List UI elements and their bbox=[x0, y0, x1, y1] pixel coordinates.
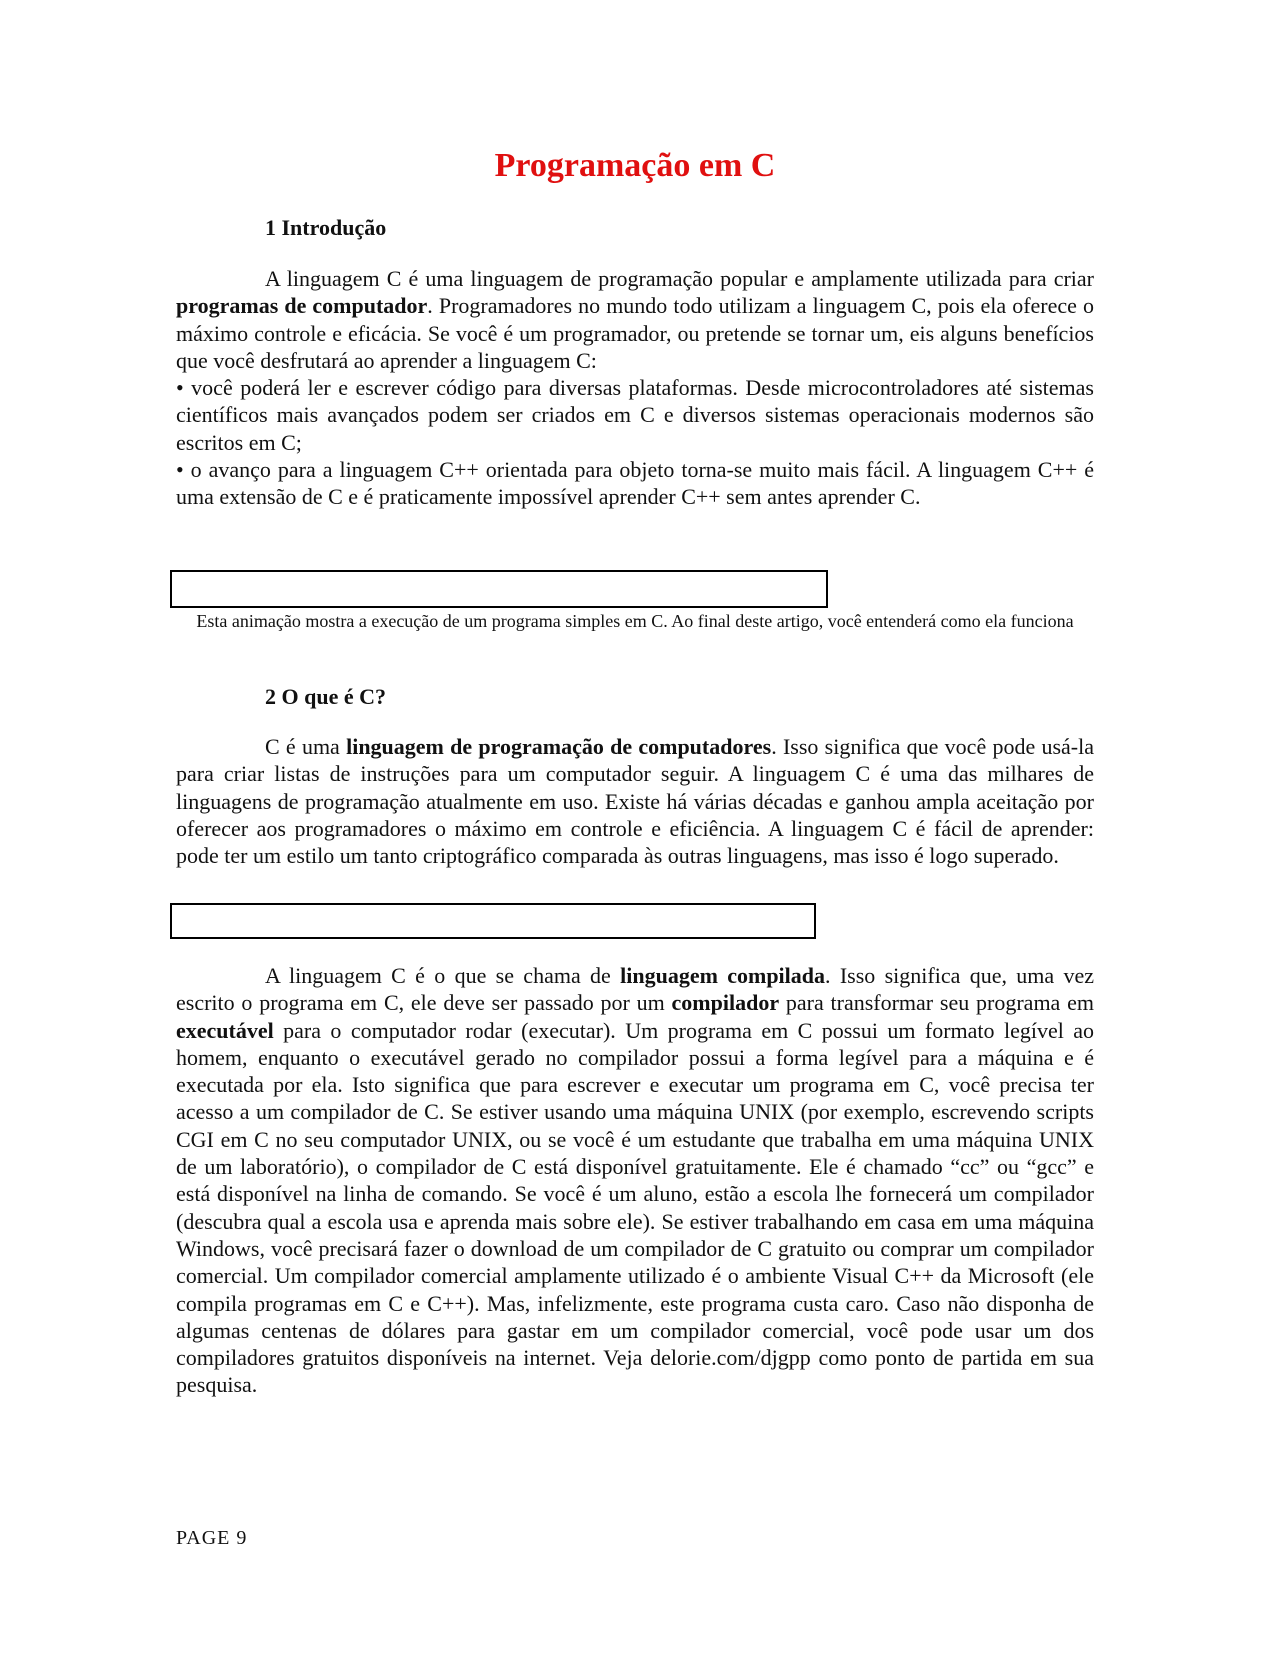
what-is-c-bold-term: linguagem de programação de computadores bbox=[346, 734, 772, 759]
compiler-bold-term: compilador bbox=[671, 990, 780, 1016]
what-is-c-paragraph bbox=[176, 733, 1094, 869]
intro-text-block bbox=[176, 265, 1094, 511]
image-frame bbox=[170, 903, 816, 939]
compiled-text-e: para transformar seu programa em bbox=[779, 990, 1094, 1016]
compiled-text-g: para o computador rodar (executar). Um programa em C possui um formato legível ao homem, enquanto o executável gerado no compilador possui a forma legível para a máquina e é executada por ela. Isto significa que para escrever e executar um programa em C, você precisa ter acesso a um compilador de C. Se estiver usando uma máquina UNIX (por exemplo, escrevendo scripts CGI em C no seu computador UNIX, ou se você é um estudante que trabalha em uma máquina UNIX de um laboratório), o compilador de C está disponível gratuitamente. Ele é chamado “cc” ou “gcc” e está disponível na linha de comando. Se você é um aluno, estão a escola lhe fornecerá um compilador (descubra qual a escola usa e aprenda mais sobre ele). Se estiver trabalhando em casa em uma máquina Windows, você precisará fazer o download de um compilador de C gratuito ou comprar um compilador comercial. Um compilador comercial amplamente utilizado é o ambiente Visual C++ da Microsoft (ele compila programas em C e C++). Mas, infelizmente, este programa custa caro. Caso não disponha de algumas centenas de dólares para gastar em um compilador comercial, você pode usar um dos compiladores gratuitos disponíveis na internet. Veja delorie.com/djgpp como ponto de partida em sua pesquisa. bbox=[176, 1017, 1094, 1398]
compiled-language-paragraph bbox=[176, 962, 1094, 1399]
page-label: PAGE bbox=[176, 1527, 231, 1549]
figure-caption: Esta animação mostra a execução de um programa simples em C. Ao final deste artigo, você entenderá como ela funciona bbox=[196, 611, 1074, 631]
animation-frame bbox=[170, 570, 828, 608]
page-number: 9 bbox=[236, 1527, 248, 1549]
section-heading-o-que-e-c: 2 O que é C? bbox=[265, 684, 386, 709]
compiled-text-a: A linguagem C é o que se chama de bbox=[265, 963, 621, 988]
compiled-text-c: . Isso significa que, uma vez escrito o programa em C, ele deve ser passado por um bbox=[176, 963, 1095, 1016]
intro-text-a: A linguagem C é uma linguagem de programação popular e amplamente utilizada para criar bbox=[265, 266, 1094, 291]
intro-text-c: . Programadores no mundo todo utilizam a linguagem C, pois ela oferece o máximo controle e eficácia. Se você é um programador, ou pretende se tornar um, eis alguns benefícios que você desfrutará ao aprender a linguagem C: bbox=[176, 293, 1094, 373]
executable-bold-term: executável bbox=[176, 1017, 274, 1043]
section-heading-introducao: 1 Introdução bbox=[265, 215, 387, 240]
what-is-c-text-c: . Isso significa que você pode usá-la para criar listas de instruções para um computador seguir. A linguagem C é uma das milhares de linguagens de programação atualmente em uso. Existe há várias décadas e ganhou ampla aceitação por oferecer aos programadores o máximo em controle e eficiência. A linguagem C é fácil de aprender: pode ter um estilo um tanto criptográfico comparada às outras linguagens, mas isso é logo superado. bbox=[176, 734, 1095, 869]
what-is-c-text-a: C é uma bbox=[265, 734, 347, 759]
intro-bold-term: programas de computador bbox=[176, 293, 428, 319]
page-footer bbox=[176, 1527, 247, 1550]
intro-paragraph bbox=[176, 265, 1094, 374]
compiled-bold-term: linguagem compilada bbox=[620, 963, 826, 988]
list-item: • o avanço para a linguagem C++ orientada para objeto torna-se muito mais fácil. A linguagem C++ é uma extensão de C e é praticamente impossível aprender C++ sem antes aprender C. bbox=[176, 457, 1094, 510]
page-title: Programação em C bbox=[494, 147, 776, 184]
list-item: • você poderá ler e escrever código para diversas plataformas. Desde microcontroladores até sistemas científicos mais avançados podem ser criados em C e diversos sistemas operacionais modernos são escritos em C; bbox=[176, 375, 1094, 455]
